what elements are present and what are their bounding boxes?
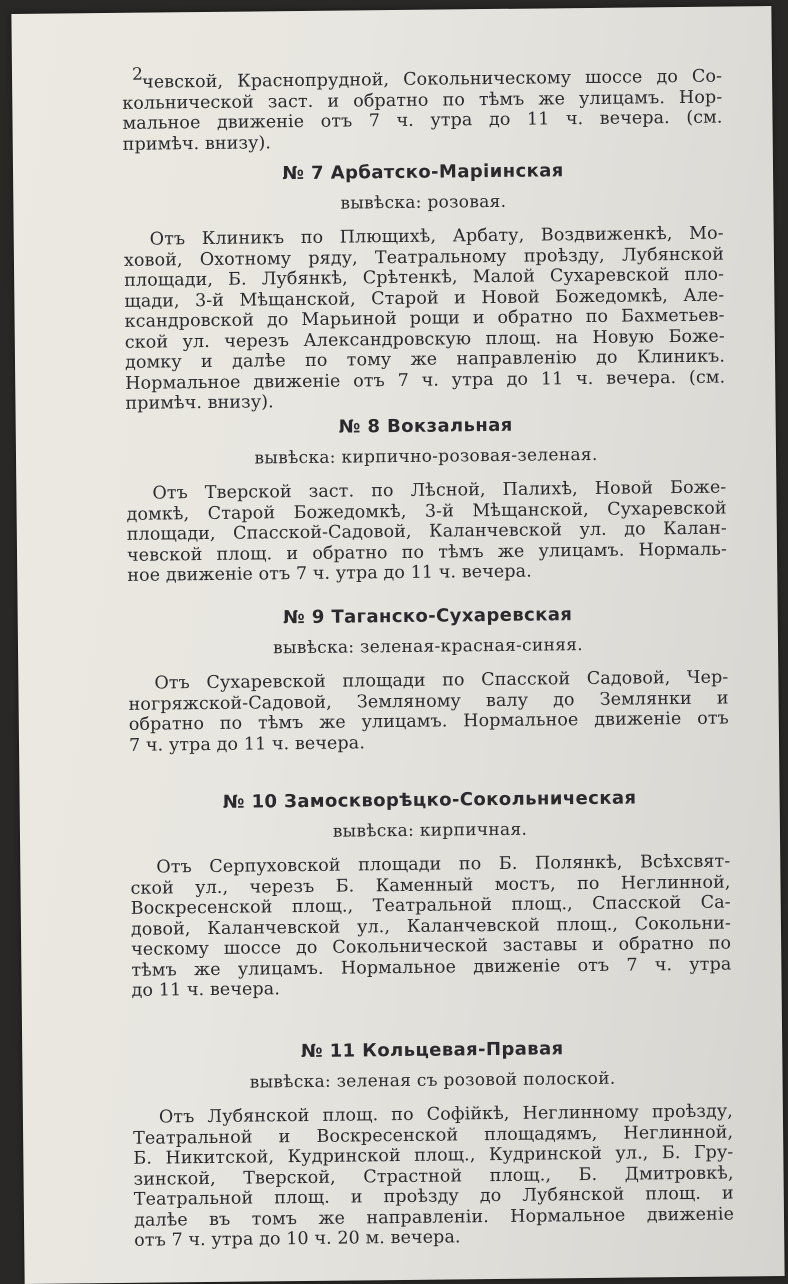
route-description [128, 668, 729, 756]
text-line: Отъ Тверской заст. по Лѣсной, Палихѣ, Новой Боже- [152, 477, 727, 504]
text-line: до 11 ч. вечера. [131, 979, 281, 1001]
text-line: ное движенiе отъ 7 ч. утра до 11 ч. вечера. [127, 561, 532, 586]
route-description [126, 478, 727, 587]
text-line: щади, 3-й Мѣщанской, Старой и Новой Божедомкѣ, Але- [124, 285, 725, 312]
text-line: отъ 7 ч. утра до 10 ч. 20 м. вечера. [134, 1227, 461, 1251]
text-line: Отъ Лубянской площ. по Софiйкѣ, Неглинному проѣзду, [158, 1101, 734, 1128]
route-title: № 11 Кольцевая-Правая [300, 1038, 564, 1063]
route-title: № 10 Замоскворѣцко-Сокольническая [222, 787, 637, 813]
text-line: кольнической заст. и обратно по тѣмъ же улицамъ. Нор- [122, 87, 723, 114]
page-content [122, 55, 735, 1251]
text-line: далѣе въ томъ же направленiи. Нормальное движенiе [133, 1204, 735, 1231]
text-line: тѣмъ же улицамъ. Нормальное движенiе отъ 7 ч. утра [131, 954, 732, 981]
text-line: примѣч. внизу). [125, 392, 274, 414]
text-line: Театральной площ. и проѣзду до Лубянской площ. и [133, 1183, 734, 1210]
text-line: Отъ Сухаревской площади по Спасской Садовой, Чер- [154, 667, 729, 694]
route-10-section [130, 787, 732, 1002]
route-signboard: вывѣска: розовая. [340, 191, 507, 214]
route-description [124, 224, 726, 415]
text-line: Воскресенской площ., Театральной площ., Спасской Са- [130, 892, 731, 919]
route-signboard: вывѣска: кирпично-розовая-зеленая. [254, 444, 598, 469]
route-11-section [132, 1037, 734, 1252]
text-line: домкѣ, Старой Божедомкѣ, 3-й Мѣщанской, Сухаревской [126, 498, 727, 525]
route-description [133, 1102, 734, 1252]
text-line: довой, Каланчевской ул., Каланчевской площ., Сокольни- [130, 913, 732, 940]
route-title: № 8 Вокзальная [338, 414, 513, 438]
route-signboard: вывѣска: зеленая-красная-синяя. [272, 635, 584, 659]
text-line: примѣч. внизу). [122, 132, 272, 155]
text-line: Нормальное движенiе отъ 7 ч. утра до 11 ч. вечера. (см. [125, 367, 726, 394]
route-signboard: вывѣска: зеленая съ розовой полоской. [249, 1068, 616, 1093]
route-title: № 9 Таганско-Сухаревская [282, 604, 573, 629]
text-line: Отъ Серпуховской площади по Б. Полянкѣ, Всѣхсвят- [156, 851, 731, 878]
page-number: 2 [131, 64, 143, 85]
text-line: ческому шоссе до Сокольнической заставы и обратно по [131, 933, 732, 960]
text-line: 7 ч. утра до 11 ч. вечера. [128, 732, 366, 756]
text-line: домку и далѣе по тому же направленiю до Клиникъ. [124, 346, 726, 373]
text-line: мальное движенiе отъ 7 ч. утра до 11 ч. вечера. (см. [122, 107, 723, 134]
text-line: ской ул., черезъ Б. Каменный мостъ, по Неглинной, [130, 872, 731, 899]
text-line: чевской площ. и обратно по тѣмъ же улицамъ. Нормаль- [126, 539, 728, 566]
text-line: чевской, Краснопрудной, Сокольническому шоссе до Со- [141, 66, 723, 93]
route-signboard: вывѣска: кирпичная. [332, 819, 528, 842]
intro-paragraph [122, 64, 723, 155]
text-line: ховой, Охотному ряду, Театральному проѣзду, Лубянской [123, 244, 725, 271]
route-8-section [126, 413, 728, 587]
route-description [130, 852, 731, 1002]
text-line: площади, Спасской-Садовой, Каланчевской ул. до Калан- [126, 518, 727, 545]
intro-text [122, 64, 723, 155]
text-line: ской ул. черезъ Александровскую площ. на Новую Боже- [124, 326, 725, 353]
book-page [11, 6, 784, 1284]
text-line: зинской, Тверской, Страстной площ., Б. Дмитровкѣ, [133, 1163, 734, 1190]
route-title: № 7 Арбатско-Марiинская [282, 160, 564, 185]
route-7-section [123, 159, 726, 415]
route-9-section [128, 603, 730, 756]
text-line: обратно по тѣмъ же улицамъ. Нормальное движенiе отъ [128, 708, 729, 735]
text-line: Театральной и Воскресенской площадямъ, Неглинной, [133, 1122, 734, 1149]
text-line: Б. Никитской, Кудринской площ., Кудринской ул., Б. Гру- [133, 1142, 734, 1169]
text-line: Отъ Клиникъ по Плющихѣ, Арбату, Воздвиженкѣ, Мо- [149, 223, 724, 250]
text-line: ксандровской до Марьиной рощи и обратно по Бахметьев- [124, 305, 725, 332]
text-line: ногряжской-Садовой, Земляному валу до Землянки и [128, 688, 729, 715]
text-line: площади, Б. Лубянкѣ, Срѣтенкѣ, Малой Сухаревской пло- [124, 264, 725, 291]
